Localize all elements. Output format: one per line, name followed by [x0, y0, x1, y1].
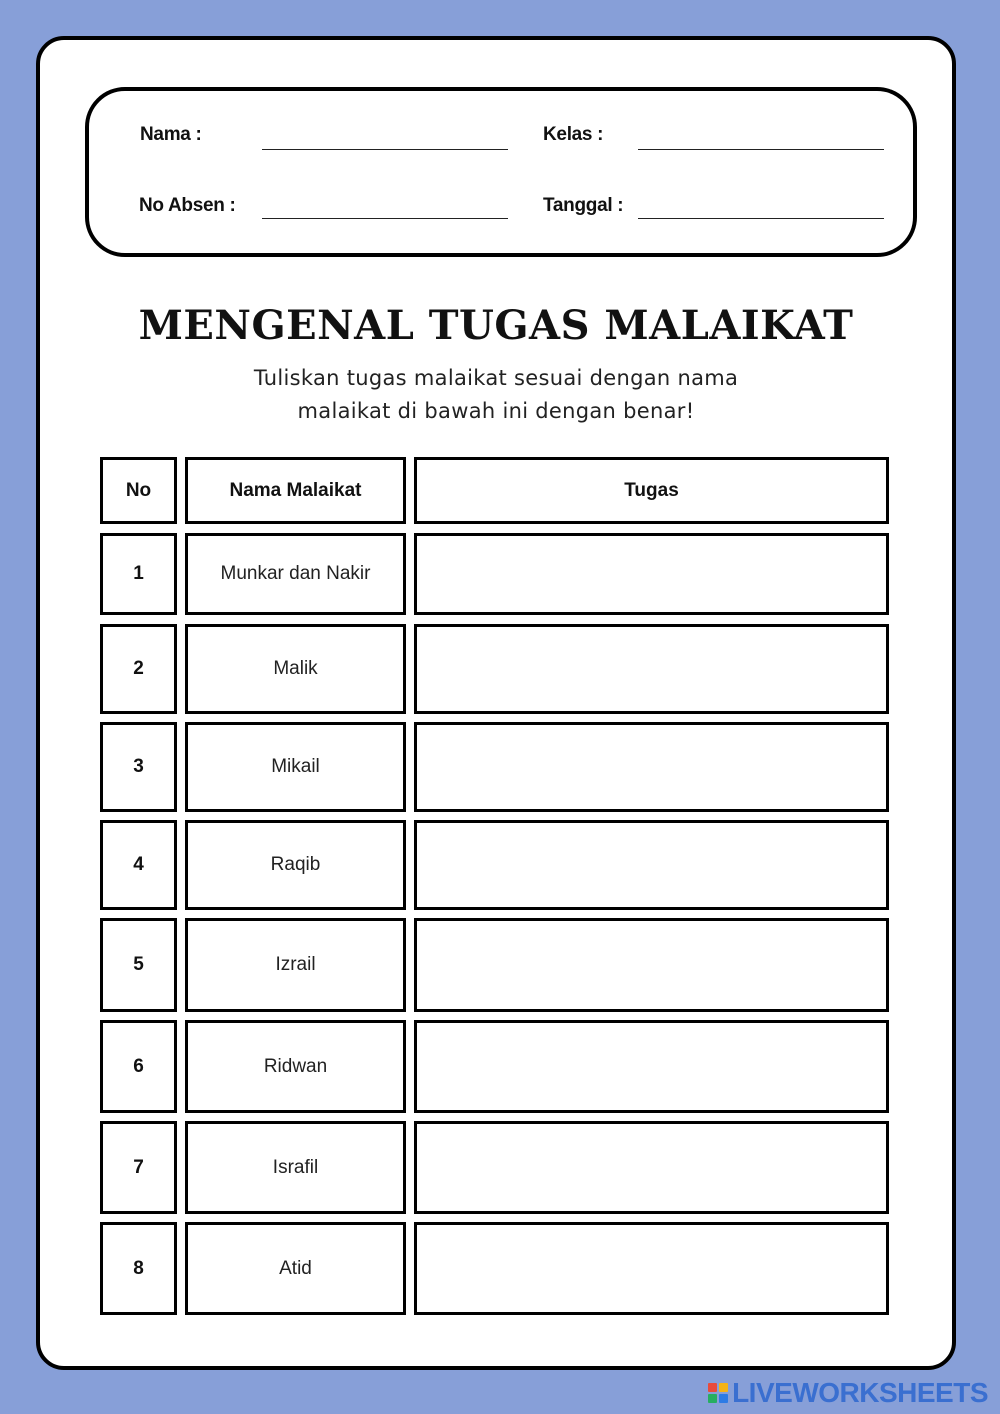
- liveworksheets-logo-icon: [708, 1383, 728, 1403]
- instructions-line-1: Tuliskan tugas malaikat sesuai dengan nama: [253, 366, 739, 390]
- row-number: 7: [100, 1121, 177, 1214]
- kelas-input-line[interactable]: [638, 149, 884, 150]
- tugas-answer-field[interactable]: [414, 1121, 889, 1214]
- column-header-no: No: [100, 457, 177, 524]
- tugas-answer-field[interactable]: [414, 1222, 889, 1315]
- nama-input-line[interactable]: [262, 149, 508, 150]
- tugas-answer-field[interactable]: [414, 820, 889, 910]
- angel-name: Malik: [185, 624, 406, 714]
- angel-name: Munkar dan Nakir: [185, 533, 406, 615]
- angel-name: Ridwan: [185, 1020, 406, 1113]
- row-number: 5: [100, 918, 177, 1012]
- no-absen-input-line[interactable]: [262, 218, 508, 219]
- tanggal-label: Tanggal :: [543, 195, 624, 216]
- angel-name: Raqib: [185, 820, 406, 910]
- tugas-answer-field[interactable]: [414, 533, 889, 615]
- column-header-tugas: Tugas: [414, 457, 889, 524]
- column-header-nama-malaikat: Nama Malaikat: [185, 457, 406, 524]
- page-title: MENGENAL TUGAS MALAIKAT: [138, 302, 854, 349]
- watermark-text: LIVEWORKSHEETS: [732, 1377, 988, 1408]
- row-number: 1: [100, 533, 177, 615]
- angel-name: Atid: [185, 1222, 406, 1315]
- liveworksheets-watermark: [708, 1378, 988, 1408]
- row-number: 4: [100, 820, 177, 910]
- tugas-answer-field[interactable]: [414, 722, 889, 812]
- row-number: 2: [100, 624, 177, 714]
- worksheet-page: [36, 36, 956, 1370]
- angel-name: Mikail: [185, 722, 406, 812]
- tanggal-input-line[interactable]: [638, 218, 884, 219]
- nama-label: Nama :: [140, 124, 202, 145]
- no-absen-label: No Absen :: [139, 195, 236, 216]
- tugas-answer-field[interactable]: [414, 918, 889, 1012]
- row-number: 3: [100, 722, 177, 812]
- angel-name: Israfil: [185, 1121, 406, 1214]
- student-info-box: [85, 87, 917, 257]
- instructions: [40, 362, 952, 428]
- kelas-label: Kelas :: [543, 124, 604, 145]
- row-number: 8: [100, 1222, 177, 1315]
- tugas-answer-field[interactable]: [414, 1020, 889, 1113]
- angel-name: Izrail: [185, 918, 406, 1012]
- tugas-answer-field[interactable]: [414, 624, 889, 714]
- instructions-line-2: malaikat di bawah ini dengan benar!: [297, 399, 695, 423]
- row-number: 6: [100, 1020, 177, 1113]
